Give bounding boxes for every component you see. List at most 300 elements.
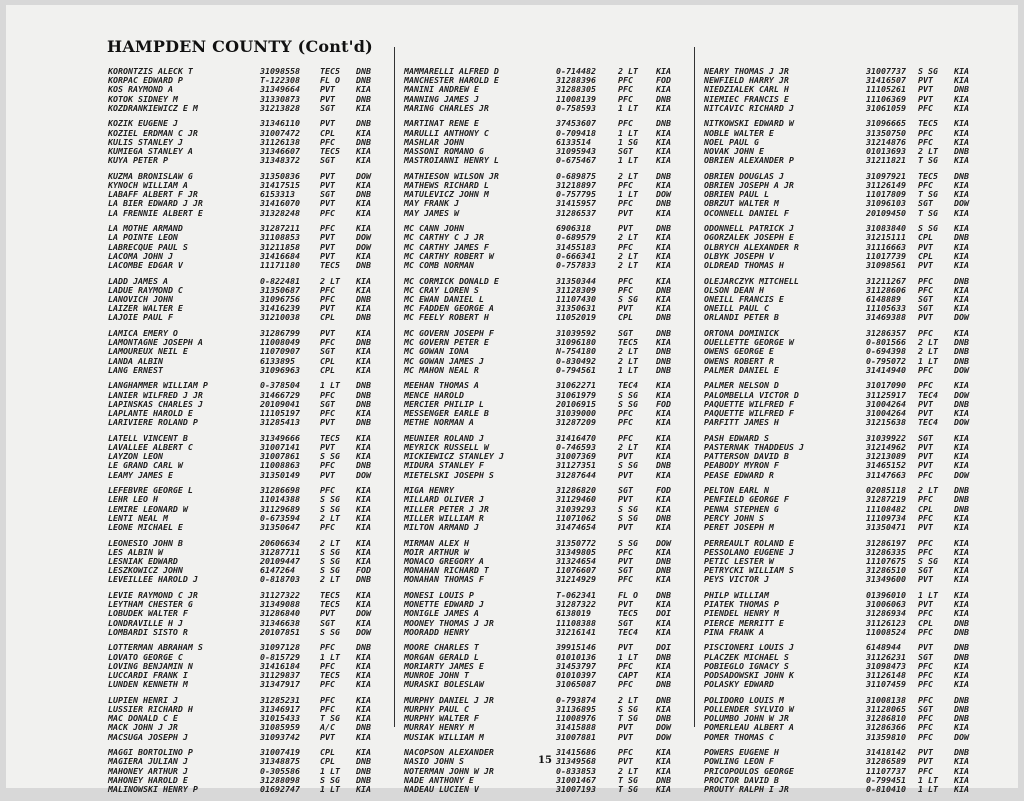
entry-name: MIRMAN ALEX H [404, 537, 469, 548]
entry-rank: FL O [618, 590, 638, 601]
entry-serial: 31285231 [260, 694, 300, 705]
entry-status: FOD [656, 75, 671, 86]
entry-status: KIA [356, 408, 371, 419]
entry-group [704, 643, 980, 689]
entry-group [108, 329, 385, 375]
entry-rank: A/C [320, 722, 335, 733]
entry-rank: SGT [918, 294, 933, 305]
entry-serial: 31287322 [556, 599, 596, 610]
entry-name: OGORZALEK JOSEPH E [704, 232, 794, 243]
entry-status: KIA [656, 136, 671, 147]
entry-rank: PFC [918, 537, 933, 548]
entry-rank: PFC [918, 765, 933, 776]
entry-name: PALMER DANIEL E [704, 364, 779, 375]
entry-rank: PFC [320, 679, 335, 690]
entry-rank: CPL [320, 756, 335, 767]
entry-serial: 31347917 [260, 679, 300, 690]
entry-rank: CPL [918, 232, 933, 243]
entry-status: KIA [356, 694, 371, 705]
entry-rank: 1 LT [618, 651, 638, 662]
entry-serial: 31128309 [556, 284, 596, 295]
entry-status: KIA [356, 198, 371, 209]
entry-serial: 20109450 [866, 207, 906, 218]
roster-entry [108, 418, 385, 427]
entry-rank: SGT [320, 398, 335, 409]
entry-serial: 31126149 [866, 180, 906, 191]
entry-serial: 11109734 [866, 512, 906, 523]
entry-serial: 11107737 [866, 765, 906, 776]
entry-status: DOW [656, 537, 671, 548]
entry-status: KIA [656, 127, 671, 138]
entry-serial: 31095943 [556, 146, 596, 157]
entry-rank: PFC [618, 432, 633, 443]
entry-status: KIA [954, 565, 969, 576]
entry-name: MACK JOHN J JR [108, 722, 178, 733]
entry-serial: 31346917 [260, 704, 300, 715]
entry-name: LEYTHAM CHESTER G [108, 599, 193, 610]
entry-rank: PVT [918, 260, 933, 271]
entry-status: DNB [656, 774, 671, 785]
entry-name: MEYRICK RUSSELL W [404, 442, 489, 453]
entry-serial: 31416239 [260, 303, 300, 314]
entry-serial: 11071062 [556, 512, 596, 523]
entry-name: OBRZUT WALTER M [704, 198, 779, 209]
entry-rank: PFC [618, 747, 633, 758]
entry-name: MAY FRANK J [404, 198, 459, 209]
entry-status: KIA [656, 442, 671, 453]
entry-serial: 31126231 [866, 651, 906, 662]
entry-name: PEYS VICTOR J [704, 574, 769, 585]
entry-serial: 6138019 [556, 608, 591, 619]
roster-entry [404, 575, 682, 584]
entry-name: LABRECQUE PAUL S [108, 241, 188, 252]
entry-status: DNB [356, 118, 371, 129]
entry-serial: 31349088 [260, 599, 300, 610]
entry-rank: PFC [918, 608, 933, 619]
entry-rank: T SG [618, 774, 638, 785]
entry-serial: 0-757795 [556, 189, 596, 200]
entry-rank: PFC [320, 694, 335, 705]
entry-name: ONEILL PAUL C [704, 303, 769, 314]
entry-group [704, 748, 980, 794]
entry-name: PALOMBELLA VICTOR D [704, 389, 799, 400]
entry-rank: PFC [918, 127, 933, 138]
entry-status: KIA [656, 617, 671, 628]
entry-status: KIA [954, 102, 969, 113]
entry-serial: 31218897 [556, 180, 596, 191]
roster-entry [108, 628, 385, 637]
entry-rank: 1 LT [918, 784, 938, 795]
entry-name: LA POINTE LEON [108, 232, 178, 243]
roster-entry [404, 104, 682, 113]
roster-entry [108, 313, 385, 322]
entry-rank: S SG [320, 565, 340, 576]
entry-rank: PVT [320, 198, 335, 209]
entry-name: LEVIE RAYMOND C JR [108, 590, 198, 601]
entry-serial: 0-673594 [260, 512, 300, 523]
entry-status: KIA [656, 522, 671, 533]
entry-status: KIA [954, 608, 969, 619]
entry-group [404, 486, 682, 532]
entry-rank: PVT [320, 303, 335, 314]
entry-status: KIA [356, 713, 371, 724]
entry-serial: 11108482 [866, 503, 906, 514]
entry-status: DNB [356, 93, 371, 104]
entry-group [704, 224, 980, 270]
entry-serial: 31039293 [556, 503, 596, 514]
entry-serial: 31346607 [260, 146, 300, 157]
entry-rank: S SG [320, 626, 340, 637]
entry-rank: PFC [918, 512, 933, 523]
entry-status: KIA [954, 155, 969, 166]
entry-serial: 31116663 [866, 241, 906, 252]
entry-status: DNB [356, 722, 371, 733]
entry-serial: 37453607 [556, 118, 596, 129]
entry-rank: CPL [918, 250, 933, 261]
entry-serial: 01010136 [556, 651, 596, 662]
entry-rank: PFC [918, 136, 933, 147]
entry-status: KIA [356, 503, 371, 514]
entry-rank: 1 LT [918, 355, 938, 366]
entry-name: LAPINSKAS CHARLES J [108, 398, 203, 409]
entry-status: KIA [656, 408, 671, 419]
entry-status: DNB [954, 704, 969, 715]
entry-serial: 31465152 [866, 460, 906, 471]
entry-serial: 31287711 [260, 546, 300, 557]
roster-column-3 [704, 67, 980, 801]
entry-serial: 6148944 [866, 642, 901, 653]
entry-status: DOI [656, 608, 671, 619]
entry-status: KIA [954, 223, 969, 234]
entry-rank: S SG [618, 389, 638, 400]
entry-name: MC CARTHY JAMES F [404, 241, 489, 252]
entry-serial: 01013693 [866, 146, 906, 157]
entry-rank: PFC [320, 337, 335, 348]
entry-status: DOW [356, 469, 371, 480]
entry-status: KIA [954, 774, 969, 785]
entry-rank: TEC4 [618, 626, 638, 637]
entry-status: DNB [356, 66, 371, 76]
column-divider [394, 47, 395, 727]
entry-rank: PFC [918, 275, 933, 286]
entry-status: FOD [356, 565, 371, 576]
entry-serial: 0-378504 [260, 380, 300, 391]
entry-status: KIA [356, 660, 371, 671]
entry-rank: PFC [618, 180, 633, 191]
entry-name: LUNDEN KENNETH M [108, 679, 188, 690]
entry-status: KIA [656, 469, 671, 480]
roster-entry [404, 785, 682, 794]
entry-status: DOW [656, 722, 671, 733]
entry-serial: 20106915 [556, 398, 596, 409]
entry-status: KIA [356, 747, 371, 758]
entry-status: KIA [656, 250, 671, 261]
entry-name: MILLER WILLIAM R [404, 512, 484, 523]
entry-name: LEFEBVRE GEORGE L [108, 485, 193, 496]
entry-name: MUNROE JOHN T [404, 670, 469, 681]
entry-name: MASHLAR JOHN [404, 136, 464, 147]
entry-serial: 31098473 [866, 660, 906, 671]
entry-name: MANCHESTER HAROLD E [404, 75, 499, 86]
entry-rank: SGT [618, 617, 633, 628]
entry-status: DNB [656, 223, 671, 234]
entry-name: MC FADDEN GEORGE A [404, 303, 494, 314]
entry-serial: 31350687 [260, 284, 300, 295]
entry-status: KIA [656, 66, 671, 76]
entry-serial: 0-675467 [556, 155, 596, 166]
entry-status: KIA [356, 127, 371, 138]
entry-serial: 31350631 [556, 303, 596, 314]
entry-serial: 31097128 [260, 642, 300, 653]
entry-status: DNB [356, 756, 371, 767]
entry-serial: 31414940 [866, 364, 906, 375]
entry-status: KIA [656, 294, 671, 305]
entry-name: LOBUDEK WALTER F [108, 608, 188, 619]
entry-status: KIA [656, 670, 671, 681]
entry-status: KIA [954, 660, 969, 671]
entry-rank: S SG [618, 704, 638, 715]
entry-rank: CPL [320, 127, 335, 138]
entry-rank: PFC [618, 284, 633, 295]
entry-group [404, 224, 682, 270]
entry-status: KIA [954, 118, 969, 129]
entry-serial: 31129460 [556, 494, 596, 505]
entry-name: MURASKI BOLESLAW [404, 679, 484, 690]
entry-status: DNB [954, 694, 969, 705]
entry-rank: PVT [918, 574, 933, 585]
entry-serial: 6147264 [260, 565, 295, 576]
entry-group [704, 539, 980, 585]
entry-status: KIA [954, 294, 969, 305]
entry-rank: PVT [618, 207, 633, 218]
entry-rank: 2 LT [618, 442, 638, 453]
entry-status: DNB [954, 398, 969, 409]
entry-name: LEHR LEO H [108, 494, 158, 505]
entry-name: MOORE CHARLES T [404, 642, 479, 653]
entry-status: KIA [954, 765, 969, 776]
entry-rank: PFC [918, 494, 933, 505]
entry-status: KIA [356, 303, 371, 314]
entry-rank: PFC [618, 275, 633, 286]
entry-name: NEARY THOMAS J JR [704, 66, 789, 76]
entry-rank: PVT [618, 642, 633, 653]
entry-name: POMERLEAU ALBERT A [704, 722, 794, 733]
entry-serial: 31127351 [556, 460, 596, 471]
entry-rank: PFC [320, 522, 335, 533]
entry-status: KIA [356, 432, 371, 443]
entry-group [404, 434, 682, 480]
entry-name: MORIARTY JAMES E [404, 660, 484, 671]
entry-serial: 31211821 [866, 155, 906, 166]
entry-status: KIA [656, 232, 671, 243]
entry-rank: PVT [618, 494, 633, 505]
entry-rank: TEC4 [618, 380, 638, 391]
entry-serial: 11171180 [260, 260, 300, 271]
entry-name: MC CANN JOHN [404, 223, 464, 234]
entry-rank: PVT [320, 608, 335, 619]
entry-name: KULIS STANLEY J [108, 136, 183, 147]
entry-serial: 31416184 [260, 660, 300, 671]
entry-status: KIA [656, 574, 671, 585]
entry-rank: SGT [918, 303, 933, 314]
entry-rank: 1 LT [618, 102, 638, 113]
entry-serial: 0-794561 [556, 364, 596, 375]
entry-serial: 31062271 [556, 380, 596, 391]
entry-group [704, 434, 980, 480]
entry-rank: PFC [320, 223, 335, 234]
entry-status: DNB [656, 312, 671, 323]
entry-serial: 31007419 [260, 747, 300, 758]
entry-status: DNB [656, 355, 671, 366]
page-number: 15 [538, 755, 552, 766]
entry-rank: PVT [918, 460, 933, 471]
entry-status: KIA [356, 512, 371, 523]
entry-name: PATTERSON DAVID B [704, 451, 789, 462]
roster-entry [404, 733, 682, 742]
entry-status: DNB [356, 417, 371, 428]
entry-status: KIA [356, 207, 371, 218]
entry-name: NADEAU LUCIEN V [404, 784, 479, 795]
entry-status: DNB [356, 398, 371, 409]
entry-group [404, 696, 682, 742]
entry-rank: PVT [320, 118, 335, 129]
entry-serial: 31128065 [866, 704, 906, 715]
entry-status: DNB [356, 642, 371, 653]
entry-serial: 31215638 [866, 417, 906, 428]
entry-name: LAPLANTE HAROLD E [108, 408, 193, 419]
entry-status: KIA [954, 599, 969, 610]
entry-rank: PVT [320, 84, 335, 95]
entry-rank: 1 SG [618, 136, 638, 147]
entry-name: OLBYK JOSEPH V [704, 250, 774, 261]
entry-status: KIA [656, 380, 671, 391]
roster-column-1 [108, 67, 385, 801]
entry-name: MASTROIANNI HENRY L [404, 155, 499, 166]
entry-serial: 11105261 [866, 84, 906, 95]
entry-rank: PVT [918, 522, 933, 533]
entry-name: LESZKOWICZ JOHN [108, 565, 183, 576]
entry-group [704, 486, 980, 532]
entry-rank: 1 LT [618, 155, 638, 166]
entry-status: KIA [356, 731, 371, 742]
entry-rank: SGT [918, 704, 933, 715]
entry-rank: TEC5 [320, 146, 340, 157]
entry-group [404, 277, 682, 323]
entry-rank: SGT [320, 189, 335, 200]
entry-rank: PFC [918, 722, 933, 733]
entry-rank: PFC [320, 485, 335, 496]
entry-serial: 31416684 [260, 250, 300, 261]
entry-serial: 31286840 [260, 608, 300, 619]
entry-serial: 31285413 [260, 417, 300, 428]
entry-name: OLEJARCZYK MITCHELL [704, 275, 799, 286]
entry-name: PODSADOWSKI JOHN K [704, 670, 794, 681]
entry-status: KIA [656, 207, 671, 218]
column-divider [694, 47, 695, 727]
entry-name: PAQUETTE WILFRED F [704, 408, 794, 419]
entry-rank: T SG [618, 713, 638, 724]
entry-rank: 1 LT [320, 651, 340, 662]
entry-group [404, 381, 682, 427]
roster-entry [704, 156, 980, 165]
entry-name: ODONNELL PATRICK J [704, 223, 794, 234]
entry-rank: PVT [918, 599, 933, 610]
entry-rank: CPL [618, 312, 633, 323]
entry-name: LATELL VINCENT B [108, 432, 188, 443]
entry-rank: CPL [918, 617, 933, 628]
entry-status: KIA [656, 275, 671, 286]
entry-status: KIA [954, 93, 969, 104]
entry-name: MERCIER PHILIP L [404, 398, 484, 409]
entry-serial: 31286698 [260, 485, 300, 496]
entry-rank: CPL [918, 503, 933, 514]
entry-serial: 31210038 [260, 312, 300, 323]
entry-serial: 31136895 [556, 704, 596, 715]
entry-status: DNB [954, 146, 969, 157]
entry-rank: TEC5 [918, 170, 938, 181]
entry-rank: TEC5 [320, 670, 340, 681]
document-page [6, 5, 1018, 795]
entry-name: MONACO GREGORY A [404, 556, 484, 567]
entry-name: LAMOUREUX NEIL E [108, 346, 188, 357]
entry-name: LE GRAND CARL W [108, 460, 183, 471]
entry-serial: T-122308 [260, 75, 300, 86]
entry-rank: SGT [320, 155, 335, 166]
entry-rank: 2 LT [618, 765, 638, 776]
entry-rank: TEC4 [918, 389, 938, 400]
entry-name: PERET JOSEPH M [704, 522, 774, 533]
entry-name: ONEILL FRANCIS E [704, 294, 784, 305]
entry-rank: TEC5 [320, 66, 340, 76]
entry-status: KIA [656, 84, 671, 95]
entry-serial: 31127322 [260, 590, 300, 601]
entry-serial: 11008524 [866, 626, 906, 637]
entry-serial: 31096103 [866, 198, 906, 209]
entry-group [108, 539, 385, 585]
entry-name: OBRIEN ALEXANDER P [704, 155, 794, 166]
entry-name: MORGAN GERALD L [404, 651, 479, 662]
entry-name: PALMER NELSON D [704, 380, 779, 391]
entry-status: DOW [356, 170, 371, 181]
entry-rank: 2 LT [320, 574, 340, 585]
entry-name: POLASKY EDWARD [704, 679, 774, 690]
entry-serial: 02085118 [866, 485, 906, 496]
entry-status: DOW [356, 232, 371, 243]
entry-serial: 0-666341 [556, 250, 596, 261]
roster-column-2 [404, 67, 682, 801]
entry-rank: TEC5 [320, 260, 340, 271]
entry-status: KIA [356, 223, 371, 234]
entry-status: KIA [356, 346, 371, 357]
roster-entry [704, 261, 980, 270]
entry-serial: 31286537 [556, 207, 596, 218]
entry-serial: 31015433 [260, 713, 300, 724]
entry-serial: 31211858 [260, 241, 300, 252]
entry-name: MURPHY WALTER F [404, 713, 479, 724]
entry-status: DNB [356, 774, 371, 785]
entry-name: LARIVIERE ROLAND P [108, 417, 198, 428]
entry-serial: 31286197 [866, 537, 906, 548]
entry-name: LA MOTHE ARMAND [108, 223, 183, 234]
entry-serial: 20109447 [260, 556, 300, 567]
entry-name: MACSUGA JOSEPH J [108, 731, 188, 742]
entry-group [108, 643, 385, 689]
entry-name: LOVATO GEORGE C [108, 651, 183, 662]
entry-rank: PVT [320, 469, 335, 480]
entry-serial: 31213089 [866, 451, 906, 462]
entry-rank: PVT [918, 398, 933, 409]
entry-name: MAGGI BORTOLINO P [108, 747, 193, 758]
